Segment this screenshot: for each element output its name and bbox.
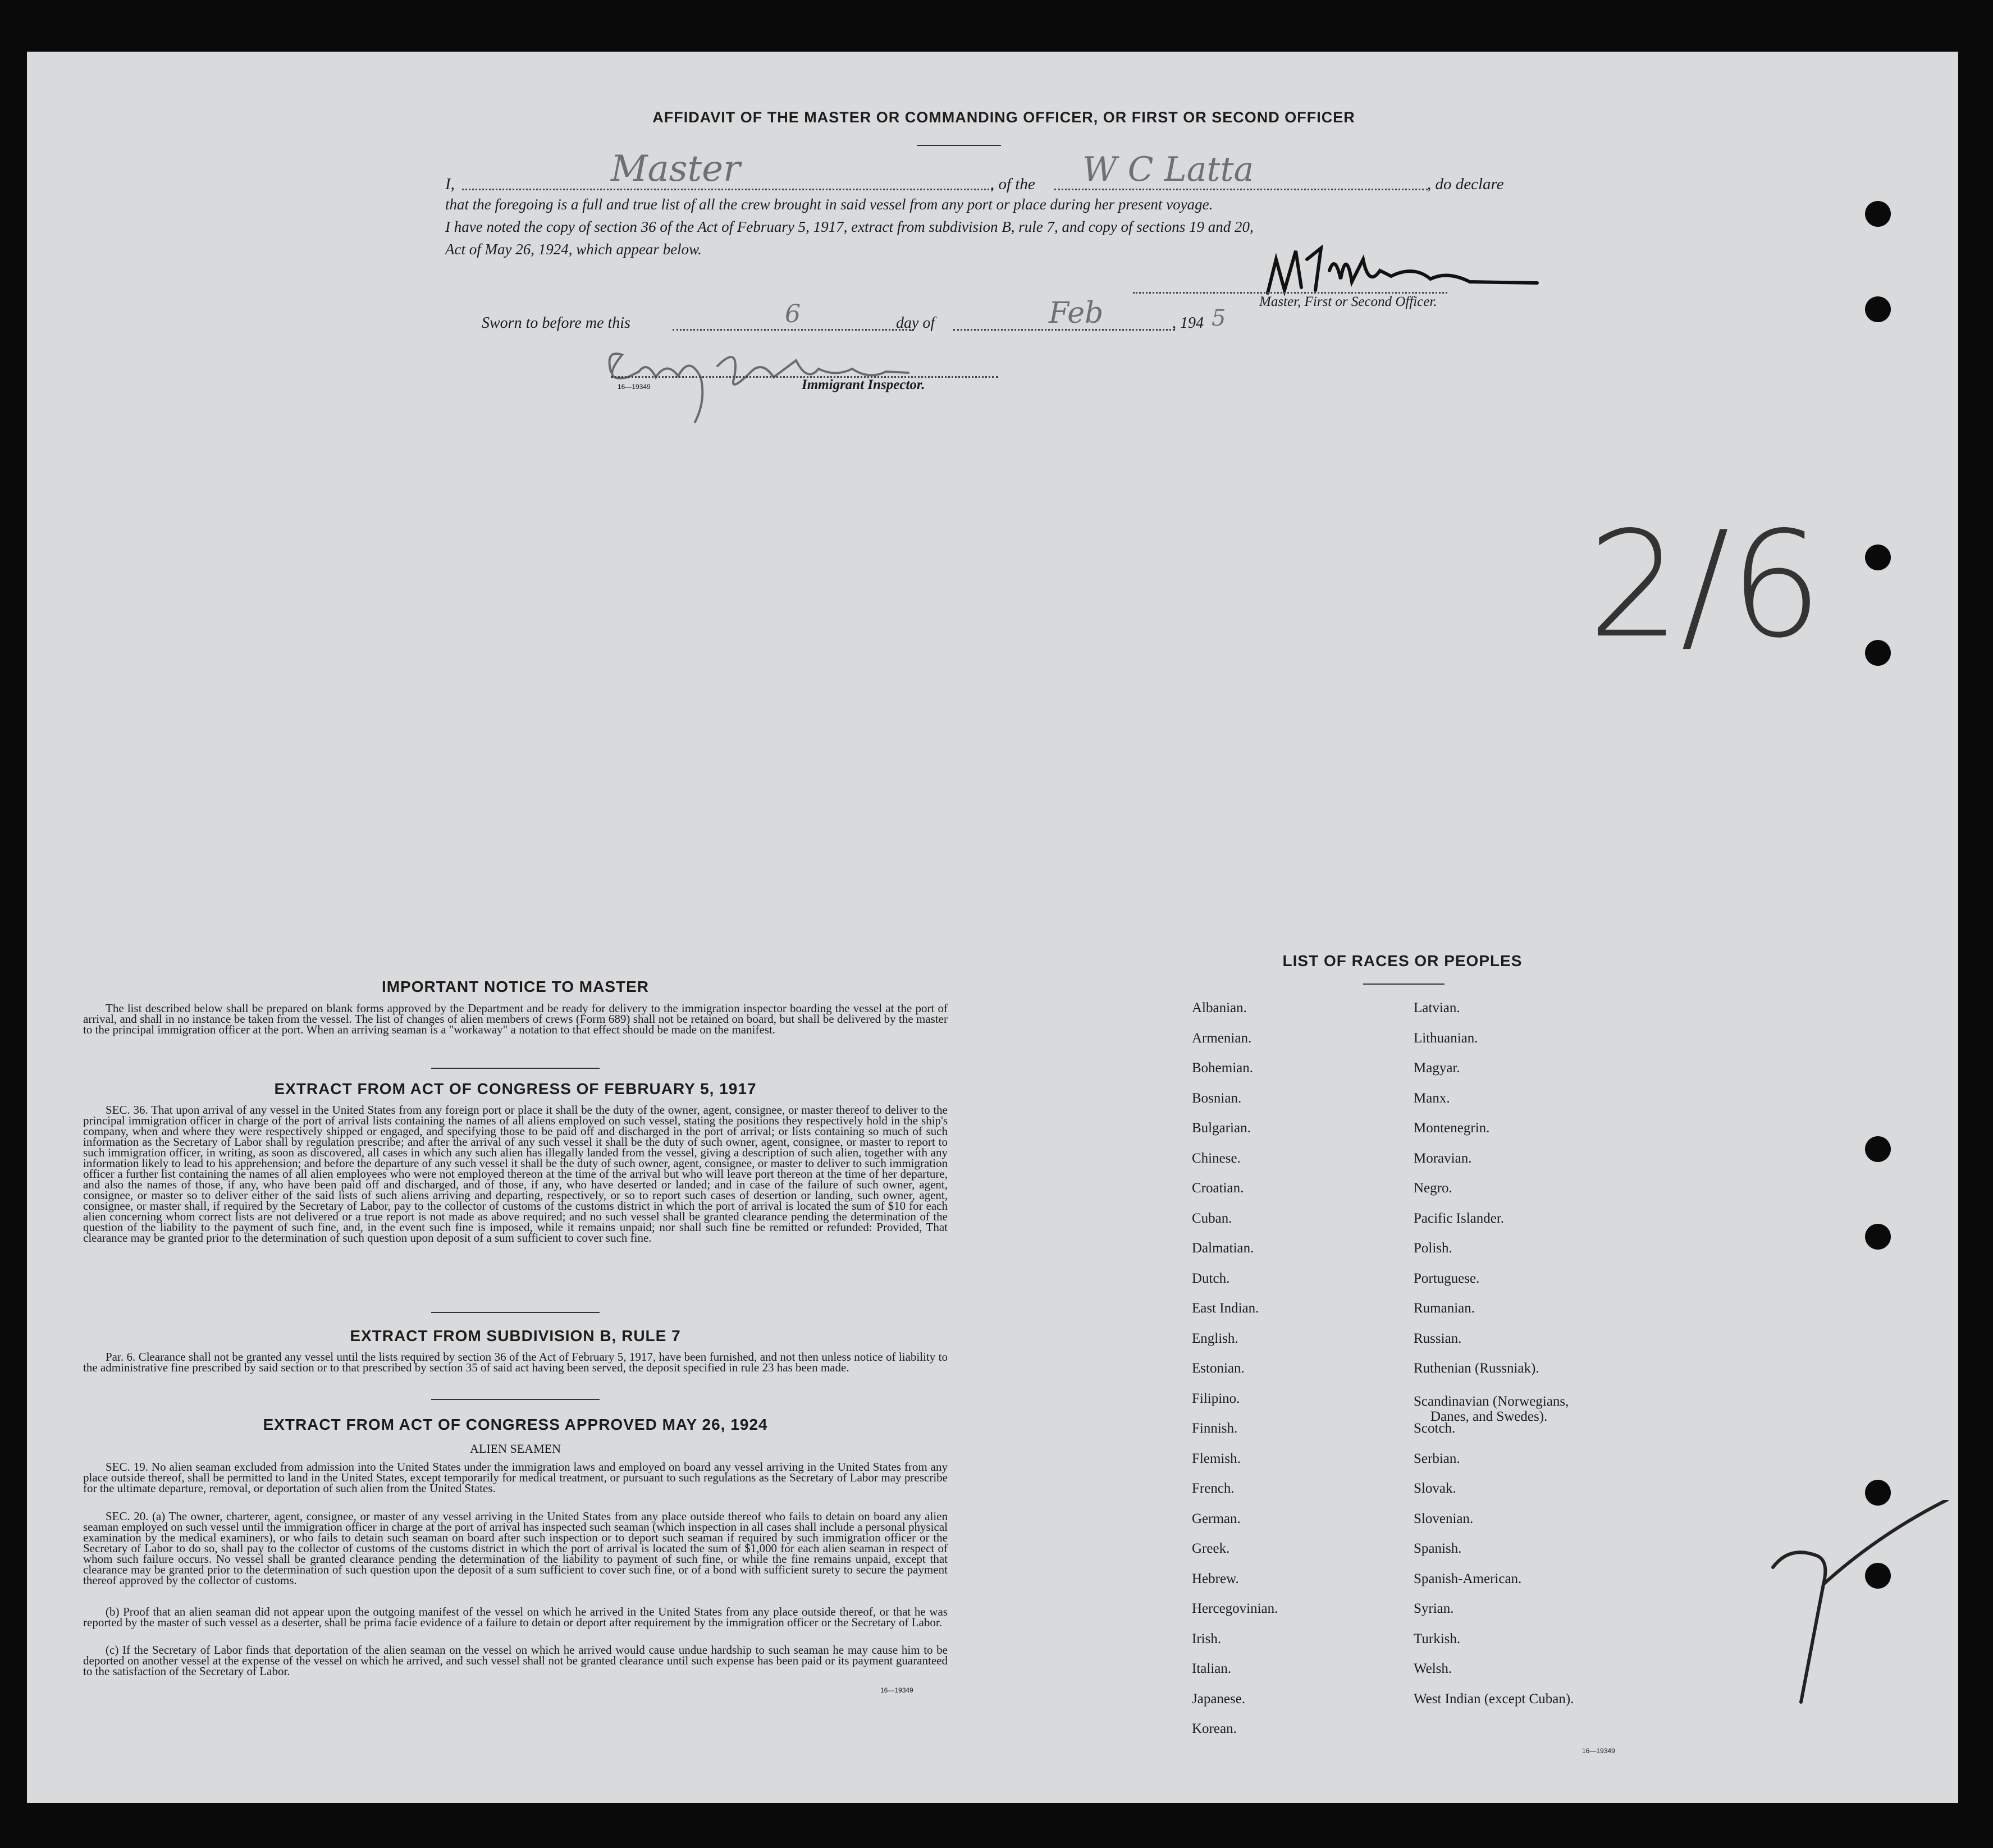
race-item: Moravian. [1414,1150,1472,1166]
sec-20b-text: (b) Proof that an alien seaman did not appear upon the outgoing manifest of the vessel on which he arrived in the United States from any place outside thereof, or that he was reported by the master of such vessel as a deserter, shall be prima facie evidence of a failure to detain or deport after requirement by the immigration officer or the Secretary of Labor. [83,1605,948,1629]
race-item: Pacific Islander. [1414,1210,1505,1226]
race-item: Latvian. [1414,1000,1460,1016]
race-item: Dalmatian. [1192,1241,1254,1256]
races-title: LIST OF RACES OR PEOPLES [1282,952,1523,969]
i-label: I, [445,175,455,193]
sec-19-text: SEC. 19. No alien seaman excluded from admission into the United States under the immigration laws and employed on board any vessel arriving in the United States from any place outside thereof, shall be permitted to land in the United States, except temporarily for medical treatment, or pursuant to such regulations as the Secretary of Labor may prescribe for the ultimate departure, removal, or deportation of such alien from the United States. [83,1460,948,1495]
rule-7-text: Par. 6. Clearance shall not be granted any vessel until the lists required by section 36 of the Act of February 5, 1917, have been furnished, and not then unless notice of liability to the administrative fine prescribed by said section or to that prescribed by section 35 of said act having been served, the deposit specified in rule 23 has been made. [83,1350,948,1374]
punch-hole [1865,640,1891,666]
race-item: Bulgarian. [1192,1120,1251,1136]
race-item: Spanish. [1414,1541,1462,1556]
race-item: East Indian. [1192,1301,1259,1316]
race-item: Spanish-American. [1414,1571,1522,1586]
of-the-label: , of the [990,175,1035,193]
race-item: Chinese. [1192,1150,1241,1166]
race-item: Serbian. [1414,1451,1460,1466]
year-prefix: , 194 [1172,314,1204,332]
handwritten-name: Master [611,148,740,190]
affidavit-title: AFFIDAVIT OF THE MASTER OR COMMANDING OFFICER, OR FIRST OR SECOND OFFICER [652,109,1355,126]
race-item: Albanian. [1192,1000,1247,1016]
race-item: Korean. [1192,1721,1237,1736]
race-item: Danes, and Swedes). [1430,1408,1548,1424]
race-item: Polish. [1414,1241,1452,1256]
do-declare-label: , do declare [1427,175,1504,193]
alien-seamen-subtitle: ALIEN SEAMEN [470,1442,561,1456]
race-item: Scandinavian (Norwegians, [1414,1393,1569,1409]
document-sheet [27,52,1958,1803]
race-item: Japanese. [1192,1691,1246,1707]
punch-hole [1865,1563,1891,1589]
race-item: Welsh. [1414,1661,1452,1676]
races-divider [1363,984,1445,985]
race-item: Flemish. [1192,1451,1241,1466]
officer-caption: Master, First or Second Officer. [1259,294,1437,309]
extract-1917-divider [431,1312,600,1313]
punch-hole [1865,1480,1891,1506]
punch-hole [1865,1224,1891,1250]
race-item: Scotch. [1414,1421,1456,1436]
race-item: Italian. [1192,1661,1232,1676]
race-item: Rumanian. [1414,1301,1475,1316]
punch-hole [1865,296,1891,322]
race-item: Slovak. [1414,1481,1456,1496]
extract-1924-title: EXTRACT FROM ACT OF CONGRESS APPROVED MAY 26, 1924 [263,1416,768,1433]
race-item: Slovenian. [1414,1511,1474,1526]
race-item: Magyar. [1414,1060,1460,1076]
race-item: Negro. [1414,1181,1452,1196]
race-item: Montenegrin. [1414,1120,1490,1136]
notice-divider [431,1068,600,1069]
page-number-note: 2/6 [1588,501,1823,670]
race-item: West Indian (except Cuban). [1414,1691,1574,1707]
race-item: Russian. [1414,1330,1462,1346]
race-item: Portuguese. [1414,1270,1480,1286]
race-item: English. [1192,1330,1238,1346]
race-item: Armenian. [1192,1030,1252,1046]
race-item: Ruthenian (Russniak). [1414,1361,1539,1376]
affidavit-form-number: 16—19349 [618,383,651,391]
race-item: Filipino. [1192,1390,1240,1406]
day-line [673,329,914,331]
race-item: Hercegovinian. [1192,1601,1278,1616]
extract-form-number: 16—19349 [880,1686,913,1694]
declaration-line-2: that the foregoing is a full and true list of all the crew brought in said vessel from any port or place during her present voyage. [445,196,1213,213]
extract-1917-text: SEC. 36. That upon arrival of any vessel in the United States from any foreign port or place it shall be the duty of the owner, agent, consignee, or master thereof to deliver to the principal immigration officer in charge of the port of arrival lists containing the names of all aliens employed on such vessel, stating the positions they respectively hold in the ship's company, when and where they were respectively shipped or engaged, and specifying those to be paid off and discharged in the port of arrival; or lists containing so much of such information as the Secretary of Labor shall by regulation prescribe; and after the arrival of any such vessel it shall be the duty of such owner, agent, consignee, or master to report to such immigration officer, in writing, as soon as discovered, all cases in which any such alien has illegally landed from the vessel, giving a description of such alien, together with any information likely to lead to his apprehension; and before the departure of any such vessel it shall be the duty of such owner, agent, consignee, or master to deliver to such immigration officer a further list containing the names of all alien employees who were not employed thereon at the time of the arrival but who will leave port thereon at the time of her departure, and also the names of those, if any, who have been paid off and discharged, and of those, if any, who have deserted or landed; and in case of the failure of such owner, agent, consignee, or master so to deliver either of the said lists of such aliens arriving and departing, respectively, or so to report such cases of desertion or landing, such owner, agent, consignee, or master shall, if required by the Secretary of Labor, pay to the collector of customs of the customs district in which the port of arrival is located the sum of $10 for each alien concerning whom correct lists are not delivered or a true report is not made as above required; and no such vessel shall be granted clearance pending the determination of the question of the liability to the payment of such fine, and, in the event such fine is imposed, while it remains unpaid; nor shall such fine be remitted or refunded: Provided, That clearance may be granted prior to the determination of such question upon deposit of a sum sufficient to cover such fine. [83,1103,948,1245]
race-item: German. [1192,1511,1241,1526]
race-item: Bosnian. [1192,1090,1242,1106]
notice-title: IMPORTANT NOTICE TO MASTER [381,978,650,995]
officer-signature-line [1133,292,1447,294]
handwritten-month: Feb [1049,296,1104,330]
race-item: Hebrew. [1192,1571,1239,1586]
handwritten-vessel: W C Latta [1082,150,1254,189]
race-item: Cuban. [1192,1210,1232,1226]
race-item: French. [1192,1481,1235,1496]
day-of-label: day of [896,314,935,332]
punch-hole [1865,201,1891,227]
races-form-number: 16—19349 [1582,1747,1615,1755]
race-item: Irish. [1192,1631,1222,1646]
race-item: Dutch. [1192,1270,1230,1286]
punch-hole [1865,545,1891,570]
rule-7-divider [431,1399,600,1400]
handwritten-year-digit: 5 [1212,305,1226,331]
race-item: Turkish. [1414,1631,1461,1646]
race-item: Syrian. [1414,1601,1454,1616]
inspector-caption: Immigrant Inspector. [802,377,925,392]
race-item: Greek. [1192,1541,1230,1556]
punch-hole [1865,1136,1891,1162]
sec-20c-text: (c) If the Secretary of Labor finds that deportation of the alien seaman on the vessel on which he arrived would cause undue hardship to such seaman he may cause him to be deported on another vessel at the expense of the vessel on which he arrived, and such vessel shall not be granted clearance until such expense has been paid or its payment guaranteed to the satisfaction of the Secretary of Labor. [83,1643,948,1678]
notice-text: The list described below shall be prepared on blank forms approved by the Department and be ready for delivery to the immigration inspector boarding the vessel at the port of arrival, and shall in no instance be taken from the vessel. The list of changes of alien members of crews (Form 689) shall not be retained on board, but shall be delivered by the master to the principal immigration officer at the port. When an arriving seaman is a "workaway" a notation to that effect should be made on the manifest. [83,1001,948,1036]
race-item: Finnish. [1192,1421,1238,1436]
sworn-label: Sworn to before me this [482,314,630,332]
declaration-line-4: Act of May 26, 1924, which appear below. [445,241,702,258]
race-item: Manx. [1414,1090,1450,1106]
extract-1917-title: EXTRACT FROM ACT OF CONGRESS OF FEBRUARY 5, 1917 [274,1080,757,1097]
handwritten-day: 6 [785,300,801,328]
race-item: Croatian. [1192,1181,1244,1196]
race-item: Lithuanian. [1414,1030,1478,1046]
rule-7-title: EXTRACT FROM SUBDIVISION B, RULE 7 [350,1327,681,1344]
declaration-line-3: I have noted the copy of section 36 of the Act of February 5, 1917, extract from subdivision B, rule 7, and copy of sections 19 and 20, [445,218,1254,235]
race-item: Estonian. [1192,1361,1245,1376]
check-mark [1767,1500,1953,1713]
title-divider [917,145,1001,146]
race-item: Bohemian. [1192,1060,1254,1076]
sec-20a-text: SEC. 20. (a) The owner, charterer, agent, consignee, or master of any vessel arriving in the United States from any place outside thereof who fails to detain on board any alien seaman employed on such vessel until the immigration officer in charge at the port of arrival has inspected such seaman (which inspection in all cases shall include a personal physical examination by the medical examiners), or who fails to detain such seaman on board after such inspection or to deport such seaman if required by such immigration officer or the Secretary of Labor to do so, shall pay to the collector of customs of the customs district in which the port of arrival is located the sum of $1,000 for each alien seaman in respect of whom such failure occurs. No vessel shall be granted clearance pending the determination of the liability to payment of such fine, or while the fine remains unpaid, except that clearance may be granted prior to the determination of such question upon the deposit of a sum sufficient to cover such fine, or of a bond with sufficient surety to secure the payment thereof approved by the collector of customs. [83,1509,948,1587]
